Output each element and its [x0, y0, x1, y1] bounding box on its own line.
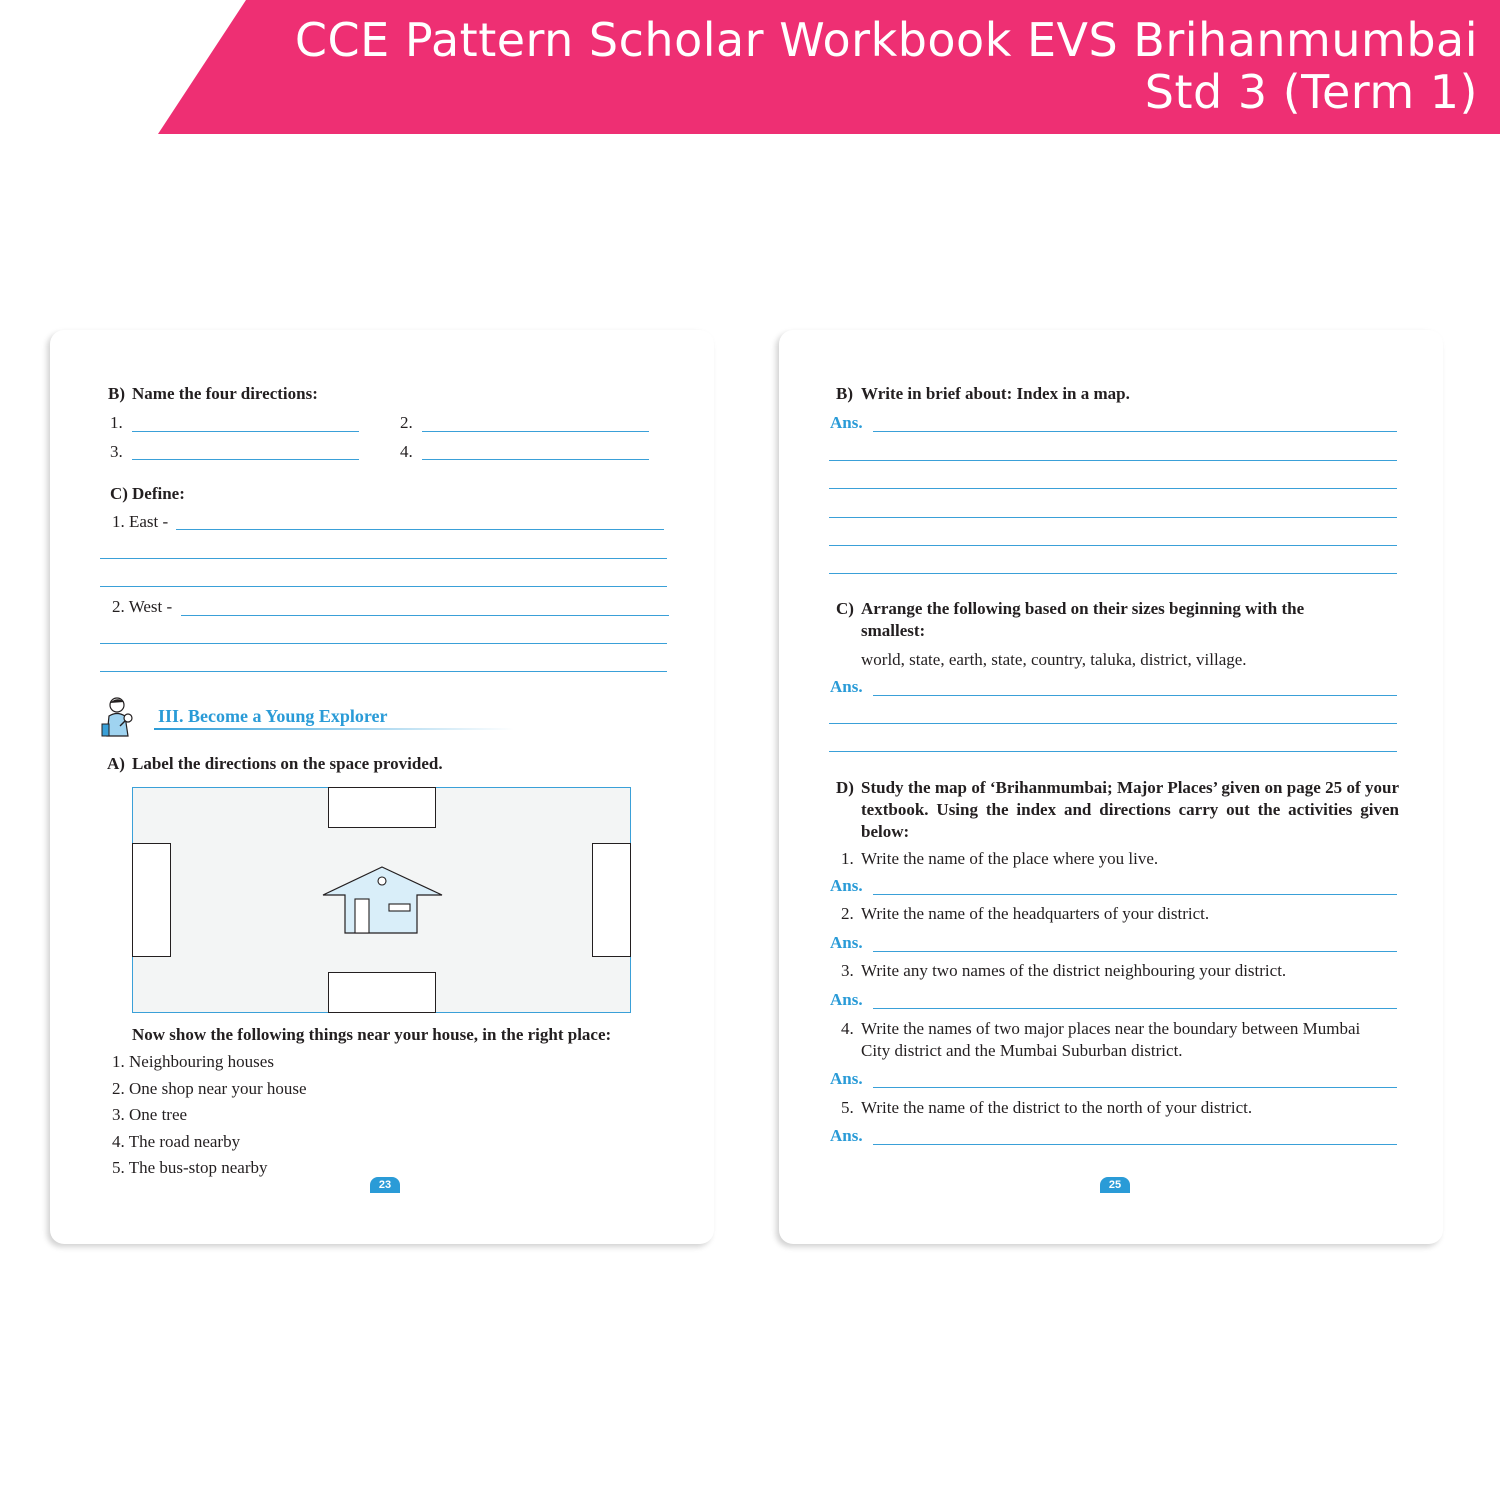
- direction-answer-line-3[interactable]: [132, 459, 359, 460]
- direction-item-2-number: 2.: [400, 413, 413, 432]
- ans-label: Ans.: [830, 933, 863, 952]
- question-c-text-line1: Arrange the following based on their sizes beginning with the: [861, 599, 1305, 618]
- define-west-line-3[interactable]: [100, 671, 667, 672]
- question-b-label: B): [108, 384, 125, 403]
- question-c-label: C): [110, 484, 128, 503]
- ans-label: Ans.: [830, 413, 863, 432]
- answer-line[interactable]: [873, 431, 1397, 432]
- answer-line[interactable]: [873, 1087, 1397, 1088]
- explorer-boy-icon: [100, 696, 136, 740]
- direction-answer-line-1[interactable]: [132, 431, 359, 432]
- list-item: 4. The road nearby: [112, 1131, 241, 1151]
- answer-line[interactable]: [873, 1008, 1397, 1009]
- question-b-label: B): [836, 384, 853, 403]
- activity-1-number: 1.: [841, 849, 854, 868]
- activity-5-number: 5.: [841, 1098, 854, 1117]
- answer-line[interactable]: [829, 517, 1397, 518]
- banner-title-line1: CCE Pattern Scholar Workbook EVS Brihanmumbai: [294, 13, 1478, 67]
- define-east-line-1[interactable]: [176, 529, 664, 530]
- ans-label: Ans.: [830, 1126, 863, 1145]
- things-list: [112, 1049, 307, 1182]
- answer-line[interactable]: [829, 460, 1397, 461]
- answer-line[interactable]: [829, 751, 1397, 752]
- activity-4-text-cont: City district and the Mumbai Suburban district.: [861, 1041, 1183, 1060]
- question-b-text: Write in brief about: Index in a map.: [861, 384, 1130, 403]
- activity-5-text: Write the name of the district to the north of your district.: [861, 1098, 1253, 1117]
- question-a-text: Label the directions on the space provided.: [132, 754, 443, 773]
- east-label-box[interactable]: [592, 843, 631, 957]
- define-west-line-1[interactable]: [181, 615, 669, 616]
- answer-line[interactable]: [829, 545, 1397, 546]
- define-west-label: 2. West -: [112, 597, 173, 616]
- question-c-text: Define:: [132, 484, 185, 503]
- ans-label: Ans.: [830, 1069, 863, 1088]
- activity-1-text: Write the name of the place where you live.: [861, 849, 1159, 868]
- define-west-line-2[interactable]: [100, 643, 667, 644]
- answer-line[interactable]: [873, 695, 1397, 696]
- ans-label: Ans.: [830, 990, 863, 1009]
- question-c-text-line2: smallest:: [861, 621, 926, 640]
- list-item: 1. Neighbouring houses: [112, 1052, 274, 1071]
- question-d-text-line1: Study the map of ‘Brihanmumbai; Major Places’ given on page 25 of your: [861, 778, 1399, 797]
- activity-4-text: Write the names of two major places near the boundary between Mumbai: [861, 1019, 1361, 1038]
- answer-line[interactable]: [829, 723, 1397, 724]
- ans-label: Ans.: [830, 876, 863, 895]
- question-d-label: D): [836, 778, 854, 797]
- left-page: [50, 330, 714, 1244]
- question-a-label: A): [107, 754, 125, 773]
- define-east-line-3[interactable]: [100, 586, 667, 587]
- answer-line[interactable]: [873, 894, 1397, 895]
- answer-line[interactable]: [829, 488, 1397, 489]
- activity-2-text: Write the name of the headquarters of your district.: [861, 904, 1210, 923]
- activity-2-number: 2.: [841, 904, 854, 923]
- direction-item-1-number: 1.: [110, 413, 123, 432]
- question-c-label: C): [836, 599, 854, 618]
- section-heading-underline: [154, 728, 514, 730]
- answer-line[interactable]: [873, 951, 1397, 952]
- north-label-box[interactable]: [328, 787, 436, 828]
- direction-item-3-number: 3.: [110, 442, 123, 461]
- answer-line[interactable]: [829, 573, 1397, 574]
- activity-3-text: Write any two names of the district neighbouring your district.: [861, 961, 1287, 980]
- define-east-line-2[interactable]: [100, 558, 667, 559]
- page-number: 25: [1100, 1177, 1130, 1193]
- direction-answer-line-2[interactable]: [422, 431, 649, 432]
- instruction-text: Now show the following things near your house, in the right place:: [132, 1025, 612, 1044]
- list-item: 5. The bus-stop nearby: [112, 1158, 268, 1177]
- list-item: 3. One tree: [112, 1105, 188, 1124]
- ans-label: Ans.: [830, 677, 863, 696]
- question-d-text-line3: below:: [861, 822, 910, 841]
- direction-item-4-number: 4.: [400, 442, 413, 461]
- activity-4-number: 4.: [841, 1019, 854, 1038]
- section-heading: III. Become a Young Explorer: [158, 706, 388, 726]
- banner-title: [178, 14, 1478, 118]
- direction-answer-line-4[interactable]: [422, 459, 649, 460]
- house-icon: [321, 865, 445, 935]
- direction-diagram: [132, 787, 631, 1013]
- words-to-arrange: world, state, earth, state, country, taluka, district, village.: [861, 650, 1247, 669]
- answer-line[interactable]: [873, 1144, 1397, 1145]
- title-banner: [0, 0, 1500, 134]
- question-d-text-line2: textbook. Using the index and directions carry out the activities given: [861, 800, 1399, 819]
- define-east-label: 1. East -: [112, 512, 169, 531]
- list-item: 2. One shop near your house: [112, 1078, 307, 1098]
- question-b-text: Name the four directions:: [132, 384, 318, 403]
- banner-title-line2: Std 3 (Term 1): [1144, 65, 1478, 119]
- west-label-box[interactable]: [132, 843, 171, 957]
- south-label-box[interactable]: [328, 972, 436, 1013]
- right-page: [779, 330, 1443, 1244]
- activity-3-number: 3.: [841, 961, 854, 980]
- page-number: 23: [370, 1177, 400, 1193]
